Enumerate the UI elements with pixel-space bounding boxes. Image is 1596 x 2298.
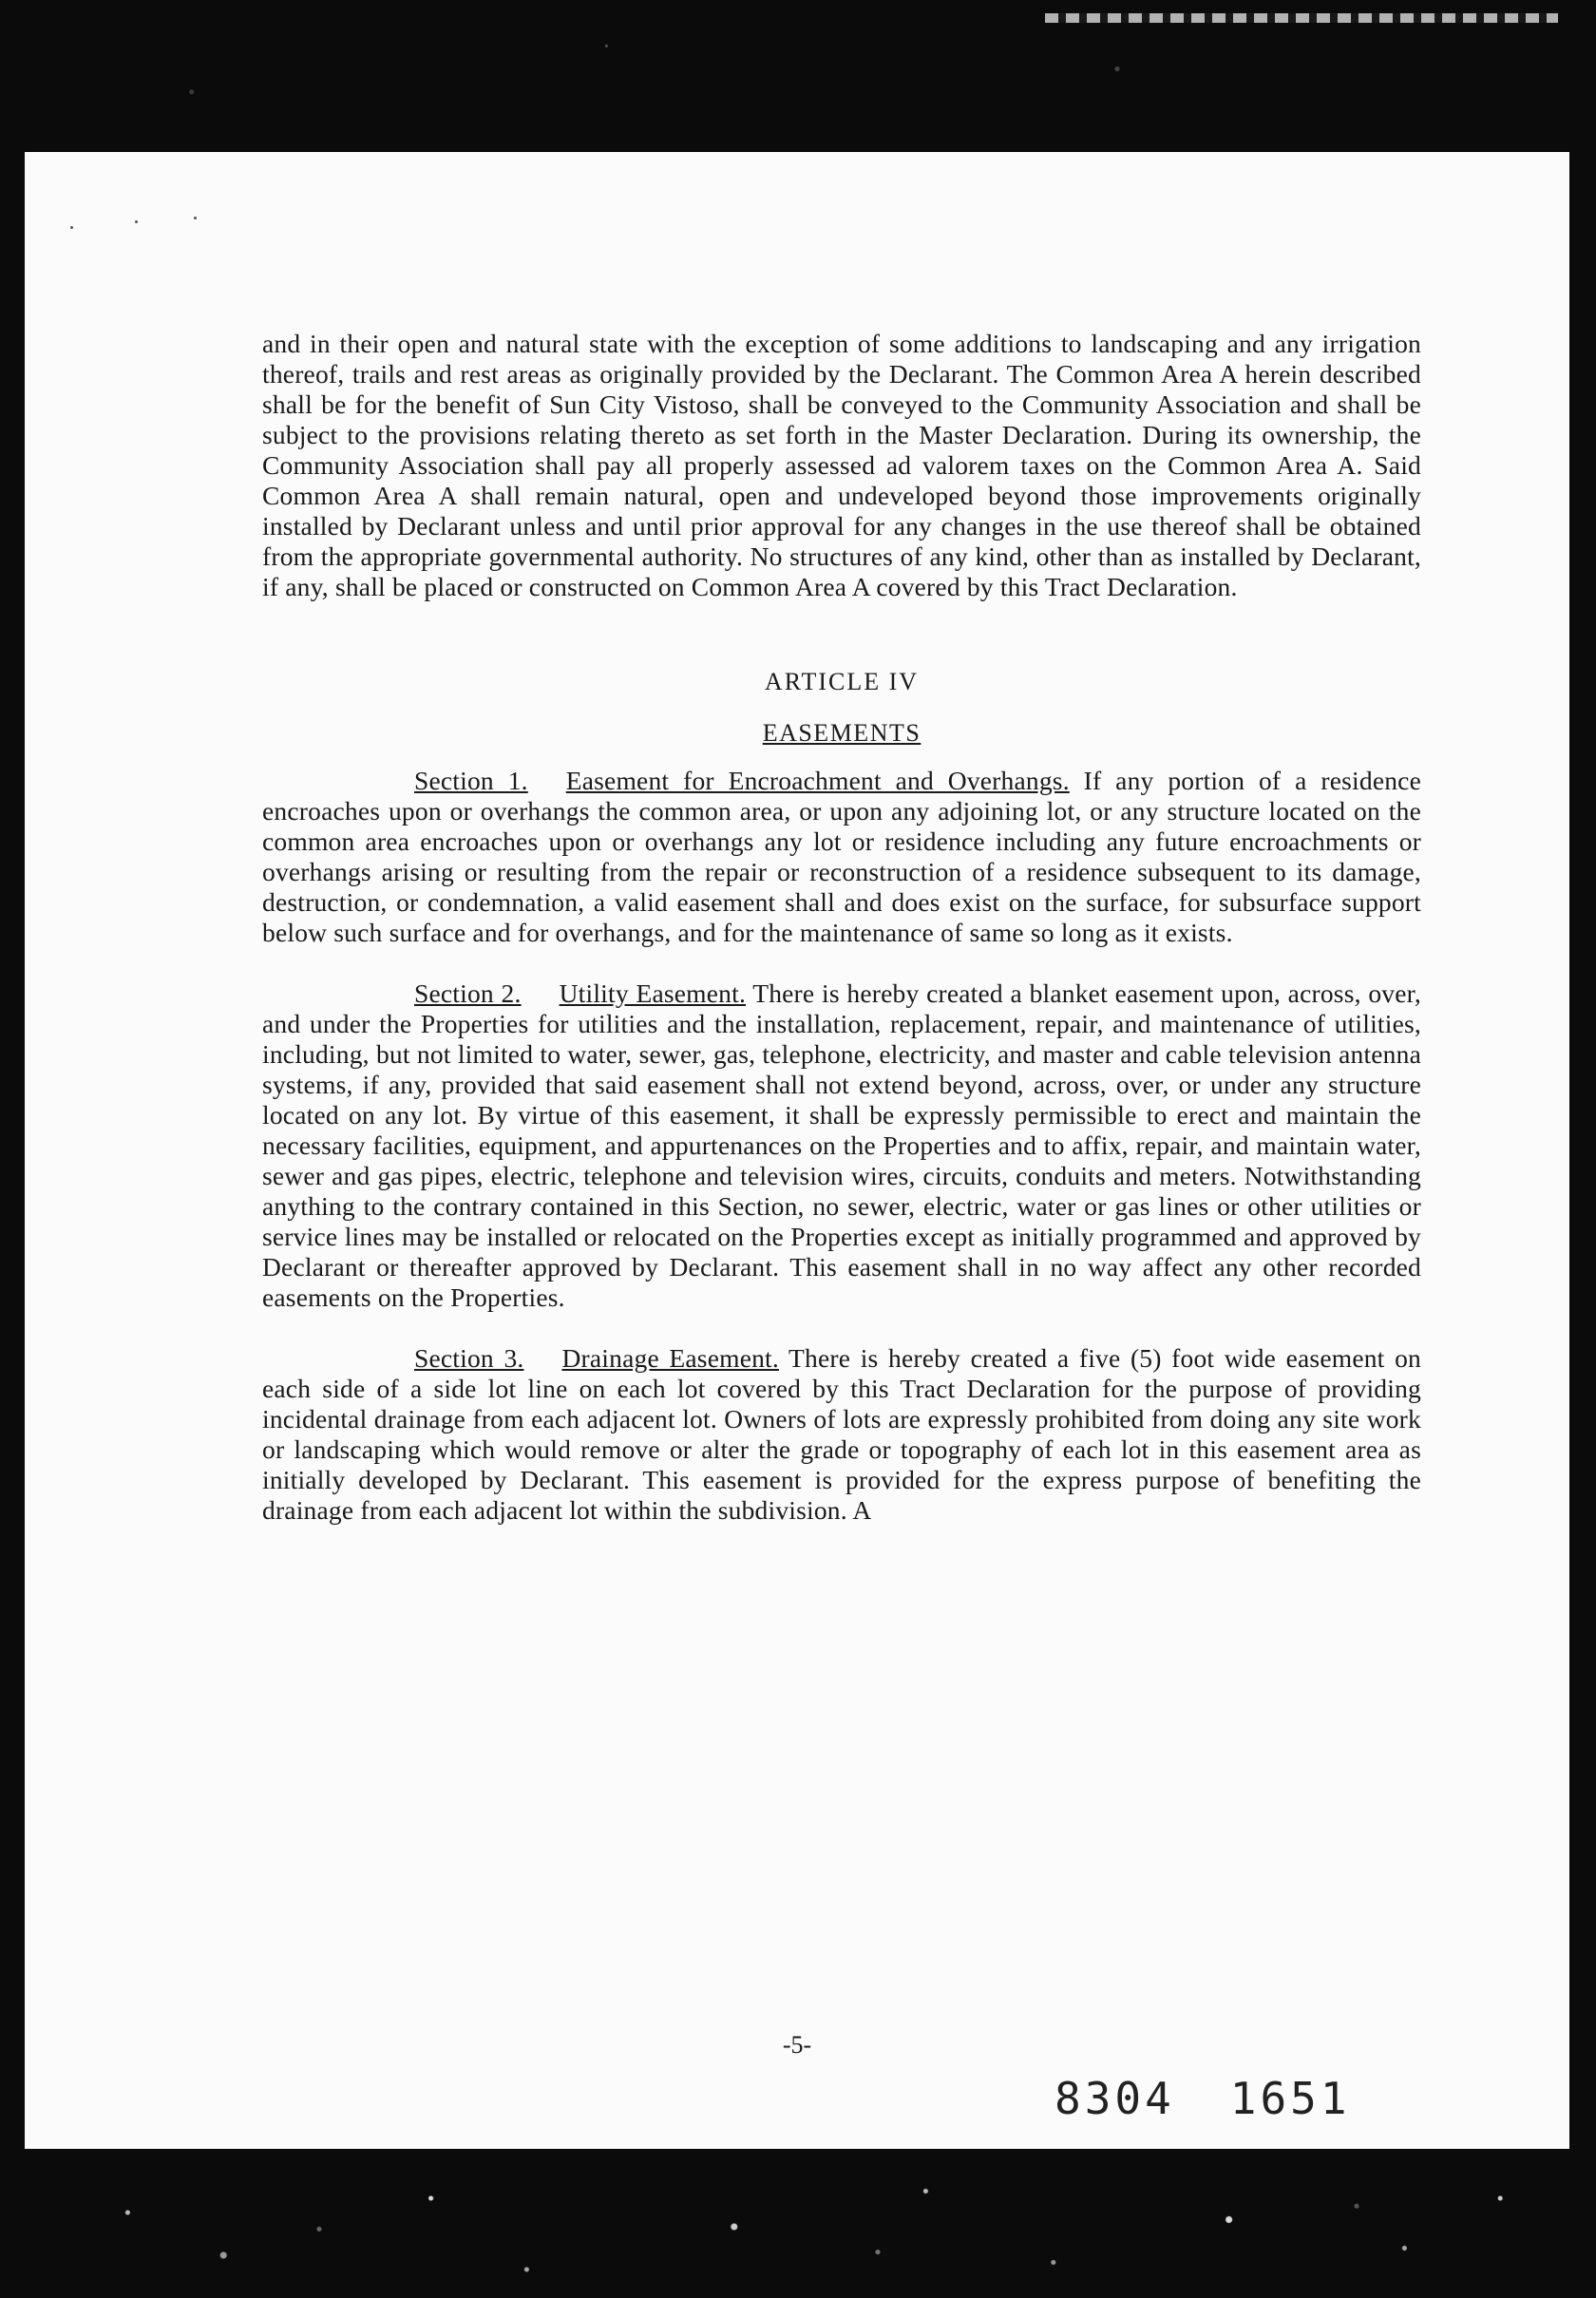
article-title-wrap bbox=[262, 718, 1421, 749]
page-number: -5- bbox=[782, 2031, 812, 2059]
scan-speck bbox=[70, 226, 73, 229]
section-1-text: If any portion of a residence encroaches upon or overhangs the common area, or upon any adjoining lot, or any structure located on the common area encroaches upon or overhangs any lot or residence including any future encroachments or overhangs arising or resulting from the repair or reconstruction of a residence subsequent to its damage, destruction, or condemnation, a valid easement shall and does exist on the surface, for subsurface support below such surface and for overhangs, and for the maintenance of same so long as it exists. bbox=[262, 766, 1421, 947]
section-3-title: Drainage Easement. bbox=[561, 1343, 779, 1373]
section-3 bbox=[262, 1343, 1421, 1526]
recording-stamp bbox=[1054, 2073, 1351, 2124]
section-2-label: Section 2. bbox=[414, 978, 522, 1008]
section-1 bbox=[262, 766, 1421, 948]
section-3-text: There is hereby created a five (5) foot wide easement on each side of a side lot line on each lot covered by this Tract Declaration for the purpose of providing incidental drainage from each adjacent lot. Owners of lots are expressly prohibited from doing any site work or landscaping which would remove or alter the grade or topography of each lot in this easement area as initially developed by Declarant. This easement is provided for the express purpose of benefiting the drainage from each adjacent lot within the subdivision. A bbox=[262, 1343, 1421, 1525]
section-2-text: There is hereby created a blanket easement upon, across, over, and under the Properties for utilities and the installation, replacement, repair, and maintenance of utilities, including, but not limited to water, sewer, gas, telephone, electricity, and master and cable television antenna systems, if any, provided that said easement shall not extend beyond, across, over, or under any structure located on any lot. By virtue of this easement, it shall be expressly permissible to erect and maintain the necessary facilities, equipment, and appurtenances on the Properties and to affix, repair, and maintain water, sewer and gas pipes, electric, telephone and television wires, circuits, conduits and meters. Notwithstanding anything to the contrary contained in this Section, no sewer, electric, water or gas lines or other utilities or service lines may be installed or relocated on the Properties except as initially programmed and approved by Declarant or thereafter approved by Declarant. This easement shall in no way affect any other recorded easements on the Properties. bbox=[262, 978, 1421, 1312]
scan-streak bbox=[1045, 13, 1558, 23]
section-1-label: Section 1. bbox=[414, 766, 528, 795]
scan-speck bbox=[135, 220, 138, 223]
recording-book: 8304 bbox=[1054, 2073, 1175, 2124]
article-number: ARTICLE IV bbox=[764, 668, 920, 695]
section-2-title: Utility Easement. bbox=[559, 978, 747, 1008]
document-page bbox=[25, 152, 1569, 2149]
scan-speck bbox=[194, 217, 197, 219]
section-2 bbox=[262, 978, 1421, 1313]
section-3-label: Section 3. bbox=[414, 1343, 524, 1373]
recording-page: 1651 bbox=[1229, 2073, 1351, 2124]
section-1-title: Easement for Encroachment and Overhangs. bbox=[565, 766, 1070, 795]
article-title: EASEMENTS bbox=[762, 719, 922, 747]
intro-paragraph: and in their open and natural state with the exception of some additions to landscaping and any irrigation thereof, trails and rest areas as originally provided by the Declarant. The Common Area A herein described shall be for the benefit of Sun City Vistoso, shall be conveyed to the Community Association and shall be subject to the provisions relating thereto as set forth in the Master Declaration. During its ownership, the Community Association shall pay all properly assessed ad valorem taxes on the Common Area A. Said Common Area A shall remain natural, open and undeveloped beyond those improvements originally installed by Declarant unless and until prior approval for any changes in the use thereof shall be obtained from the appropriate governmental authority. No structures of any kind, other than as installed by Declarant, if any, shall be placed or constructed on Common Area A covered by this Tract Declaration. bbox=[262, 329, 1421, 601]
scan-noise bbox=[0, 2156, 1596, 2298]
document-body bbox=[262, 329, 1421, 1556]
